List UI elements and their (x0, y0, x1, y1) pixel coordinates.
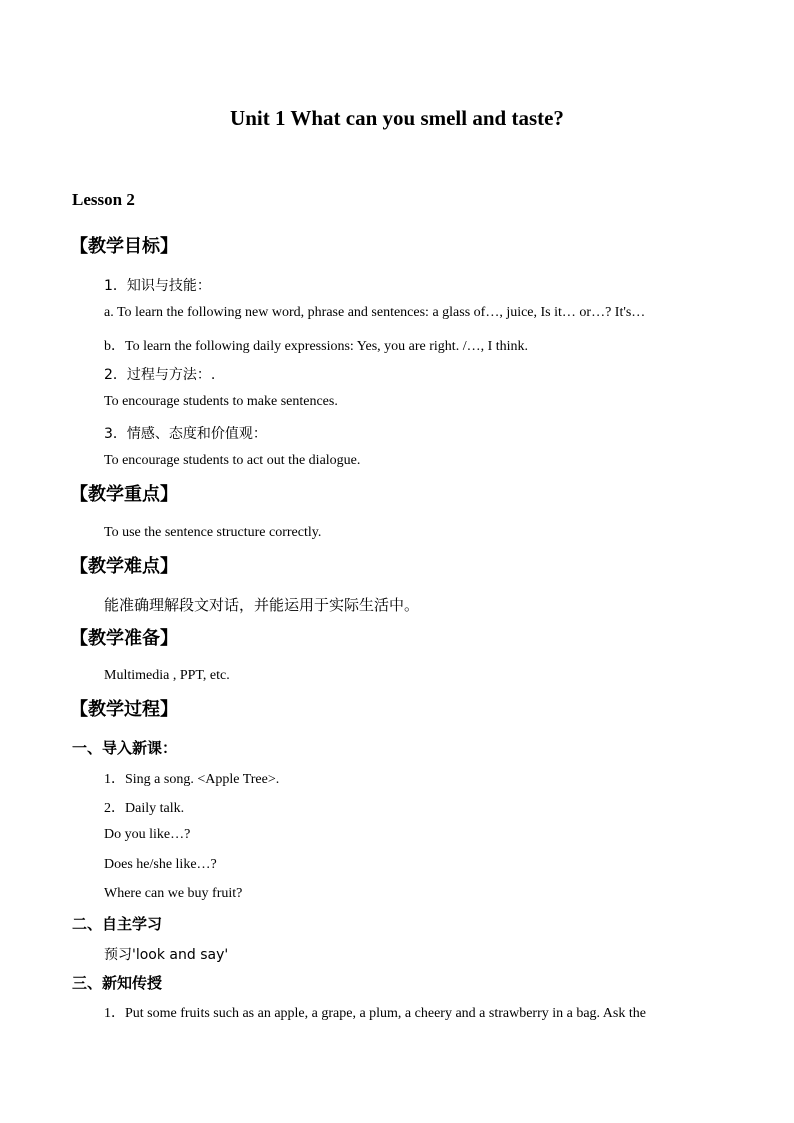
key-points-heading: 【教学重点】 (70, 484, 178, 505)
objective-line-a: a. To learn the following new word, phrase and sentences: a glass of…, juice, Is it… or…? It's… (104, 305, 646, 320)
preparation-text: Multimedia , PPT, etc. (104, 668, 230, 683)
lesson-label: Lesson 2 (72, 190, 135, 209)
process-part1-question-1: Do you like…? (104, 827, 191, 842)
process-part3-item1: 1．Put some fruits such as an apple, a grape, a plum, a cheery and a strawberry in a bag. Ask the (104, 1006, 646, 1021)
process-part2-text: 预习'look and say' (104, 947, 229, 963)
objectives-heading: 【教学目标】 (70, 236, 178, 257)
objective-item-1: 1．知识与技能： (104, 278, 211, 294)
difficulties-heading: 【教学难点】 (70, 556, 178, 577)
key-points-text: To use the sentence structure correctly. (104, 525, 322, 540)
process-part3-title: 三、新知传授 (72, 974, 163, 992)
process-part1-question-2: Does he/she like…? (104, 857, 217, 872)
process-part1-item2: 2．Daily talk. (104, 801, 185, 816)
objective-item-3: 3．情感、态度和价值观： (104, 426, 267, 442)
process-part1-title: 一、导入新课： (72, 739, 178, 757)
process-heading: 【教学过程】 (70, 699, 178, 720)
preparation-heading: 【教学准备】 (70, 628, 178, 649)
process-part1-question-3: Where can we buy fruit? (104, 886, 243, 901)
process-part1-item1: 1．Sing a song. <Apple Tree>. (104, 772, 280, 787)
objective-item-3-text: To encourage students to act out the dialogue. (104, 453, 361, 468)
process-part2-title: 二、自主学习 (72, 915, 163, 933)
objective-item-2: 2．过程与方法：. (104, 367, 216, 383)
objective-line-b: b．To learn the following daily expressions: Yes, you are right. /…, I think. (104, 339, 529, 354)
difficulties-text: 能准确理解段文对话，并能运用于实际生活中。 (104, 596, 420, 614)
objective-item-2-text: To encourage students to make sentences. (104, 394, 338, 409)
document-title: Unit 1 What can you smell and taste? (230, 106, 564, 130)
